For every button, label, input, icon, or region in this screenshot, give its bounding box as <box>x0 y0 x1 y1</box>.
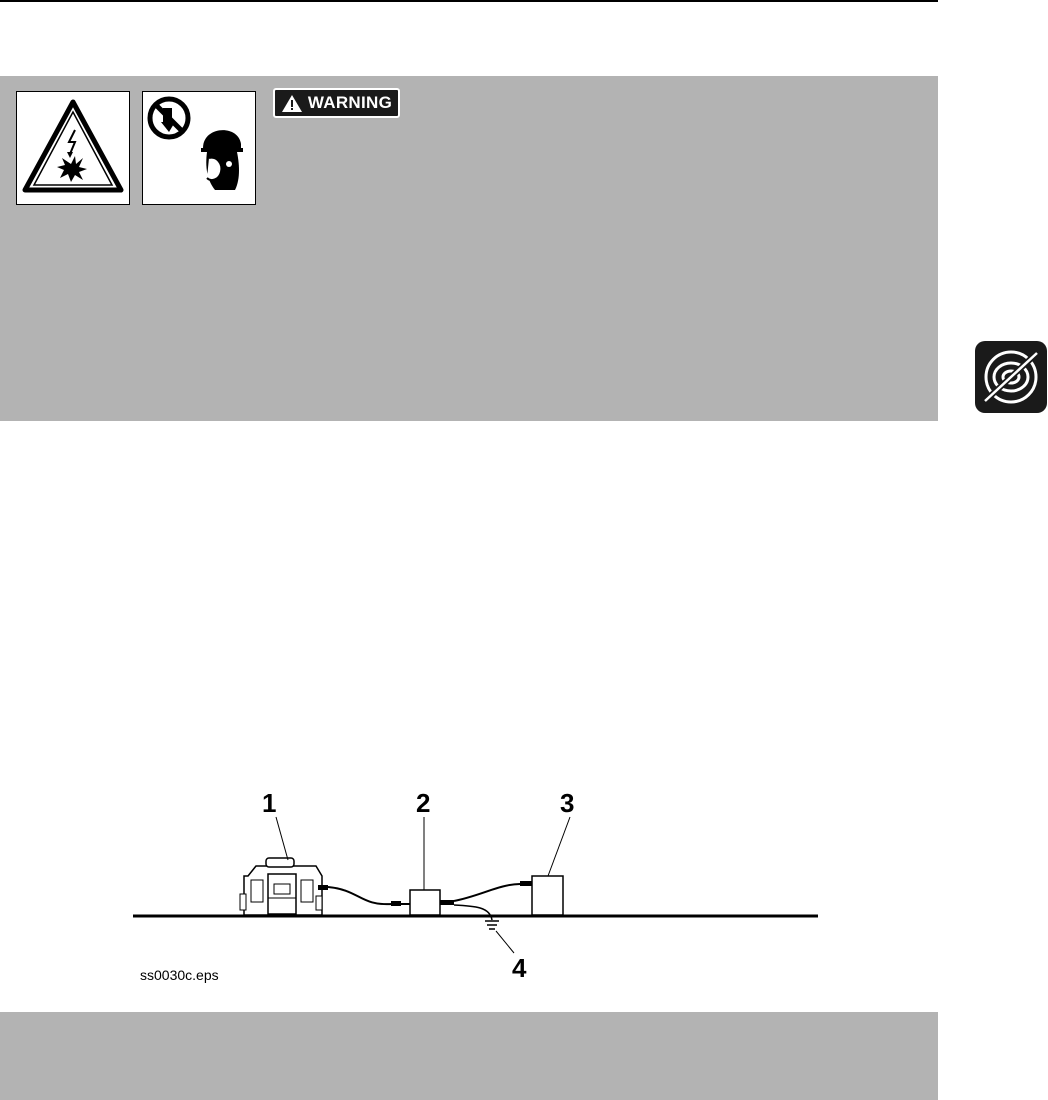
transmitter-unit <box>240 858 328 915</box>
coupler-box <box>410 890 440 915</box>
tracing-section-icon <box>975 341 1047 413</box>
warning-badge <box>273 88 400 118</box>
top-rule <box>0 0 938 2</box>
warning-label: WARNING <box>307 93 393 112</box>
figure-file-caption: ss0030c.eps <box>140 967 219 983</box>
callout-1: 1 <box>262 788 277 818</box>
bottom-note-panel <box>0 1012 938 1100</box>
callout-2: 2 <box>416 788 431 818</box>
callout-4: 4 <box>512 953 527 983</box>
target-box <box>532 876 563 915</box>
warning-triangle-icon <box>281 94 303 113</box>
callout-3: 3 <box>560 788 575 818</box>
no-digging-call-first-icon <box>142 91 256 205</box>
electric-shock-explosion-icon <box>16 91 130 205</box>
connection-diagram <box>0 780 938 990</box>
warning-panel <box>0 76 938 421</box>
